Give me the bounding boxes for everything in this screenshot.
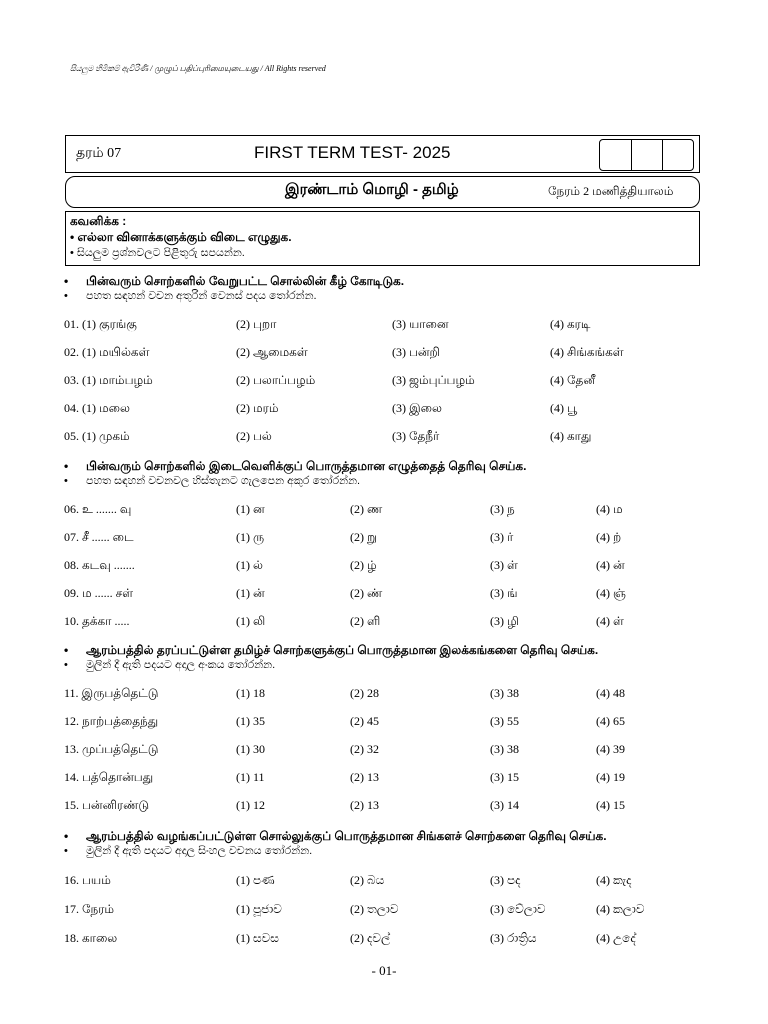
option-1[interactable]: (1) ரு [236,530,265,544]
option-4[interactable]: (4) 39 [596,742,625,756]
question-04 [64,401,754,417]
option-4[interactable]: (4) ம [596,502,623,516]
option-1[interactable]: (1) සවස [236,931,279,945]
option-2[interactable]: (2) දවල් [350,931,391,945]
option-2[interactable]: (2) 45 [350,714,379,728]
option-3[interactable]: (3) பன்றி [392,345,440,359]
option-4[interactable]: (4) 48 [596,686,625,700]
option-4[interactable]: (4) பூ [550,401,578,415]
option-4[interactable]: (4) ள் [596,614,624,628]
option-4[interactable]: (4) 19 [596,770,625,784]
option-3[interactable]: (3) யானை [392,317,449,331]
section-1-instruction-sinhala: • පහත සඳහන් වචන අතුරින් වෙනස් පදය තෝරන්න. [64,290,317,302]
question-text: 16. பயம் [64,873,111,887]
section-2-instruction-sinhala: • පහත සඳහන් වචනවල හිස්තැනට ගැලපෙන අකුර තෝරන්න. [64,475,361,487]
notice-heading: கவனிக்க : [70,214,127,228]
option-3[interactable]: (3) 38 [490,742,519,756]
question-text: 12. நாற்பத்தைந்து [64,714,159,728]
option-3[interactable]: (3) 38 [490,686,519,700]
option-1[interactable]: (1) 11 [236,770,265,784]
option-2[interactable]: (2) று [350,530,378,544]
page-number: - 01- [371,963,397,978]
option-3[interactable]: (3) වේලාව [490,902,546,916]
option-3[interactable]: (3) පද [490,873,521,887]
question-text: 05. (1) முகம் [64,429,130,443]
option-2[interactable]: (2) 13 [350,770,379,784]
option-3[interactable]: (3) தேநீர் [392,429,440,443]
question-05 [64,429,754,445]
question-17 [64,902,754,918]
subject-title: இரண்டாம் மொழி - தமிழ் [285,181,459,198]
index-box [631,140,662,170]
question-text: 18. காலை [64,931,118,945]
question-09 [64,586,754,602]
index-box [600,140,631,170]
option-4[interactable]: (4) 65 [596,714,625,728]
time-allowed: நேரம் 2 மணித்தியாலம் [548,184,674,198]
option-3[interactable]: (3) ர் [490,530,514,544]
question-text: 07. சீ ...... டை [64,530,134,544]
option-2[interactable]: (2) ழ் [350,558,377,572]
section-3-instruction-sinhala: • මුලින් දී ඇති පදයට අදාල අංකය තෝරන්න. [64,659,276,671]
question-text: 13. முப்பத்தெட்டு [64,742,159,756]
option-4[interactable]: (4) தேனீ [550,373,595,387]
option-4[interactable]: (4) ற் [596,530,622,544]
question-03 [64,373,754,389]
notice-line-tamil: • எல்லா வினாக்களுக்கும் விடை எழுதுக. [70,230,292,244]
option-1[interactable]: (1) 18 [236,686,265,700]
grade-label: தரம் 07 [76,146,122,161]
notice-line-sinhala: • සියලුම ප්‍රශ්නවලට පිළිතුරු සපයන්න. [70,247,245,259]
option-1[interactable]: (1) 30 [236,742,265,756]
option-2[interactable]: (2) බය [350,873,385,887]
option-2[interactable]: (2) ண் [350,586,383,600]
question-12 [64,714,754,730]
question-18 [64,931,754,947]
question-02 [64,345,754,361]
question-text: 02. (1) மயில்கள் [64,345,150,359]
option-4[interactable]: (4) 15 [596,798,625,812]
question-text: 03. (1) மாம்பழம் [64,373,153,387]
option-4[interactable]: (4) சிங்கங்கள் [550,345,624,359]
option-3[interactable]: (3) 14 [490,798,519,812]
question-07 [64,530,754,546]
question-text: 08. கடவு ....... [64,558,135,572]
question-text: 11. இருபத்தெட்டு [64,686,159,700]
option-1[interactable]: (1) 12 [236,798,265,812]
section-3-instruction-tamil: • ஆரம்பத்தில் தரப்பட்டுள்ள தமிழ்ச் சொற்களுக்குப் பொருத்தமான இலக்கங்களை தெரிவு செய்க. [64,643,599,657]
question-text: 10. தக்கா ..... [64,614,130,628]
index-box [662,140,693,170]
option-2[interactable]: (2) ண [350,502,383,516]
option-2[interactable]: (2) புறா [236,317,277,331]
option-2[interactable]: (2) ஆமைகள் [236,345,308,359]
option-3[interactable]: (3) இலை [392,401,442,415]
option-3[interactable]: (3) ங் [490,586,518,600]
question-11 [64,686,754,702]
option-2[interactable]: (2) 28 [350,686,379,700]
index-number-boxes [599,139,694,171]
test-title: FIRST TERM TEST- 2025 [254,143,451,162]
option-3[interactable]: (3) රාත්‍රිය [490,931,537,945]
option-3[interactable]: (3) ஜம்புப்பழம் [392,373,475,387]
section-1-instruction-tamil: • பின்வரும் சொற்களில் வேறுபட்ட சொல்லின் கீழ் கோடிடுக. [64,274,405,288]
question-15 [64,798,754,814]
option-1[interactable]: (1) ல் [236,558,263,572]
question-text: 01. (1) குரங்கு [64,317,137,331]
option-4[interactable]: (4) කලාව [596,902,645,916]
question-01 [64,317,754,333]
option-2[interactable]: (2) 13 [350,798,379,812]
option-4[interactable]: (4) ஞ் [596,586,626,600]
option-1[interactable]: (1) පණ [236,873,275,887]
question-16 [64,873,754,889]
question-text: 17. நேரம் [64,902,115,916]
question-14 [64,770,754,786]
option-4[interactable]: (4) ன் [596,558,625,572]
option-2[interactable]: (2) තලාව [350,902,399,916]
option-3[interactable]: (3) 15 [490,770,519,784]
option-2[interactable]: (2) மரம் [236,401,279,415]
option-3[interactable]: (3) ள் [490,558,518,572]
option-2[interactable]: (2) ளி [350,614,381,628]
option-4[interactable]: (4) காது [550,429,592,443]
option-3[interactable]: (3) ந [490,502,515,516]
rights-notice: සියලුම හිමිකම් ඇවිරිණි / முழுப் பதிப்புரிமையுடையது / All Rights reserved [70,64,326,73]
option-2[interactable]: (2) பல் [236,429,272,443]
question-text: 06. உ ....... வு [64,502,132,516]
option-1[interactable]: (1) 35 [236,714,265,728]
question-08 [64,558,754,574]
option-2[interactable]: (2) 32 [350,742,379,756]
question-10 [64,614,754,630]
option-3[interactable]: (3) ழி [490,614,519,628]
question-06 [64,502,754,518]
section-4-instruction-tamil: • ஆரம்பத்தில் வழங்கப்பட்டுள்ள சொல்லுக்குப் பொருத்தமான சிங்களச் சொற்களை தெரிவு செய்க. [64,829,607,843]
section-4-instruction-sinhala: • මුලින් දී ඇති පදයට අදාල සිංහල වචනය තෝරන්න. [64,845,313,857]
option-4[interactable]: (4) කැද [596,873,632,887]
question-text: 04. (1) மலை [64,401,130,415]
option-1[interactable]: (1) ன் [236,586,265,600]
question-text: 14. பத்தொன்பது [64,770,154,784]
question-13 [64,742,754,758]
option-2[interactable]: (2) பலாப்பழம் [236,373,316,387]
option-4[interactable]: (4) උදේ [596,931,636,945]
option-1[interactable]: (1) පූජාව [236,902,282,916]
option-3[interactable]: (3) 55 [490,714,519,728]
section-2-instruction-tamil: • பின்வரும் சொற்களில் இடைவெளிக்குப் பொருத்தமான எழுத்தைத் தெரிவு செய்க. [64,459,527,473]
question-text: 15. பன்னிரண்டு [64,798,150,812]
option-1[interactable]: (1) ன [236,502,265,516]
option-4[interactable]: (4) கரடி [550,317,591,331]
question-text: 09. ம ...... சள் [64,586,134,600]
option-1[interactable]: (1) லி [236,614,266,628]
